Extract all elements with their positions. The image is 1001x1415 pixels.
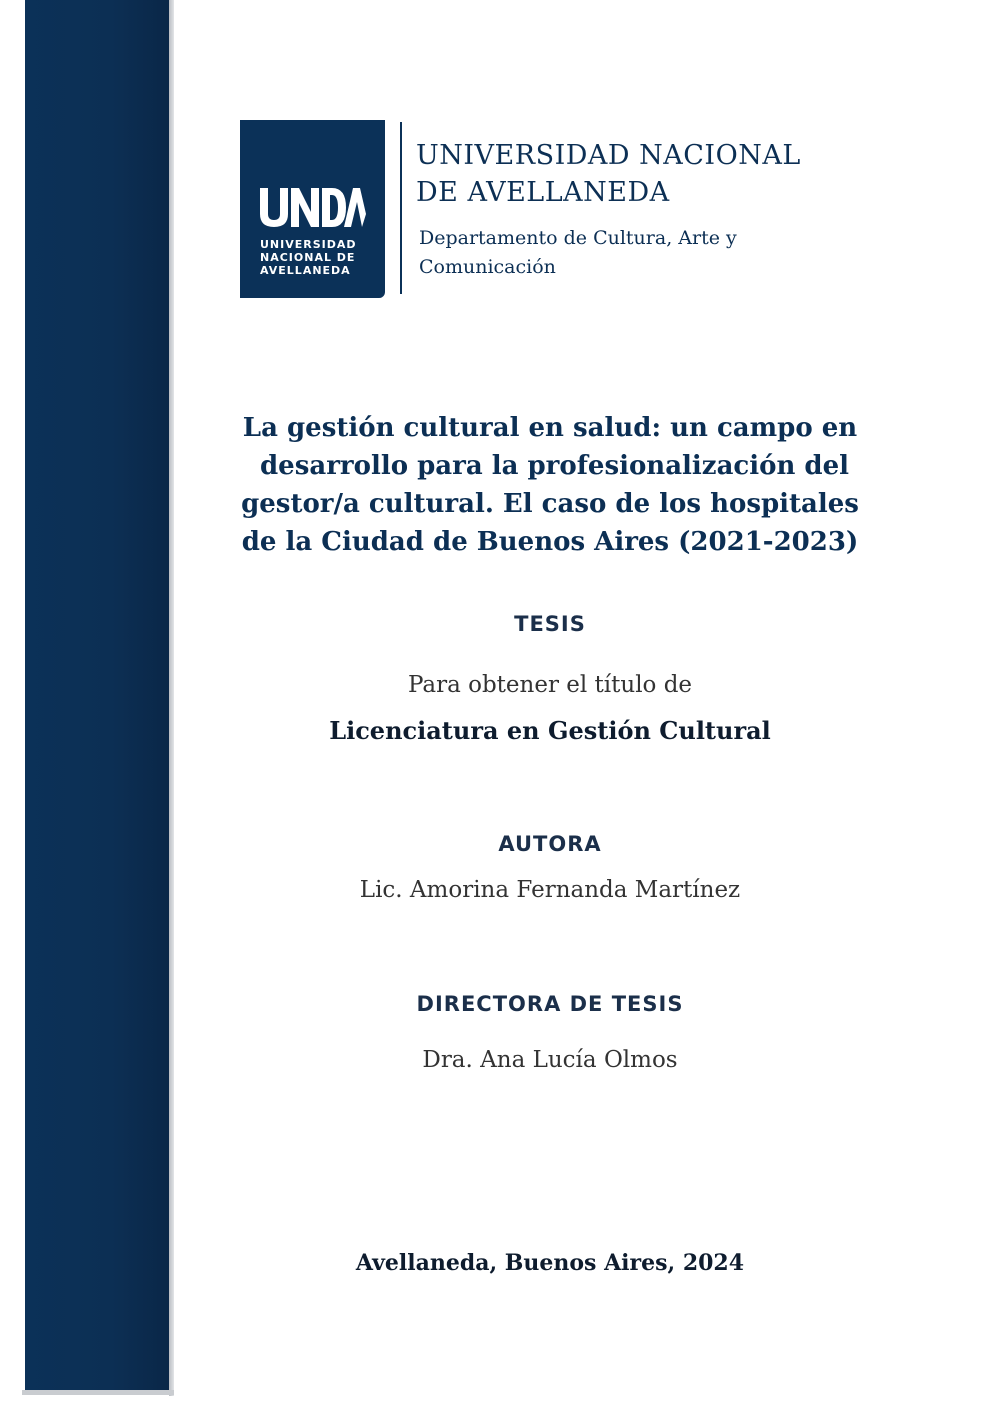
side-band-bottom-shadow	[22, 1390, 174, 1395]
director-name: Dra. Ana Lucía Olmos	[422, 1047, 678, 1073]
director-label: DIRECTORA DE TESIS	[416, 992, 684, 1016]
side-color-band	[25, 0, 169, 1390]
undav-logo-mark	[258, 184, 368, 228]
header-divider	[400, 122, 402, 294]
logo-wordmark: UNIVERSIDAD NACIONAL DE AVELLANEDA	[260, 238, 357, 277]
author-name: Lic. Amorina Fernanda Martínez	[359, 877, 741, 903]
thesis-label: TESIS	[514, 612, 586, 636]
thesis-purpose: Para obtener el título de	[407, 672, 693, 698]
thesis-title: La gestión cultural en salud: un campo en desarrollo para la profesionalización del gestor/a cultural. El caso de los hospitales de la Ciudad de Buenos Aires (2021-2023)	[241, 413, 859, 557]
place-date: Avellaneda, Buenos Aires, 2024	[355, 1250, 745, 1276]
department-name: Departamento de Cultura, Arte y Comunicación	[419, 227, 737, 278]
degree-name: Licenciatura en Gestión Cultural	[329, 716, 771, 745]
university-name: UNIVERSIDAD NACIONAL DE AVELLANEDA	[416, 140, 801, 208]
side-band-shadow	[169, 0, 174, 1396]
university-logo	[240, 120, 385, 298]
author-label: AUTORA	[498, 832, 602, 856]
